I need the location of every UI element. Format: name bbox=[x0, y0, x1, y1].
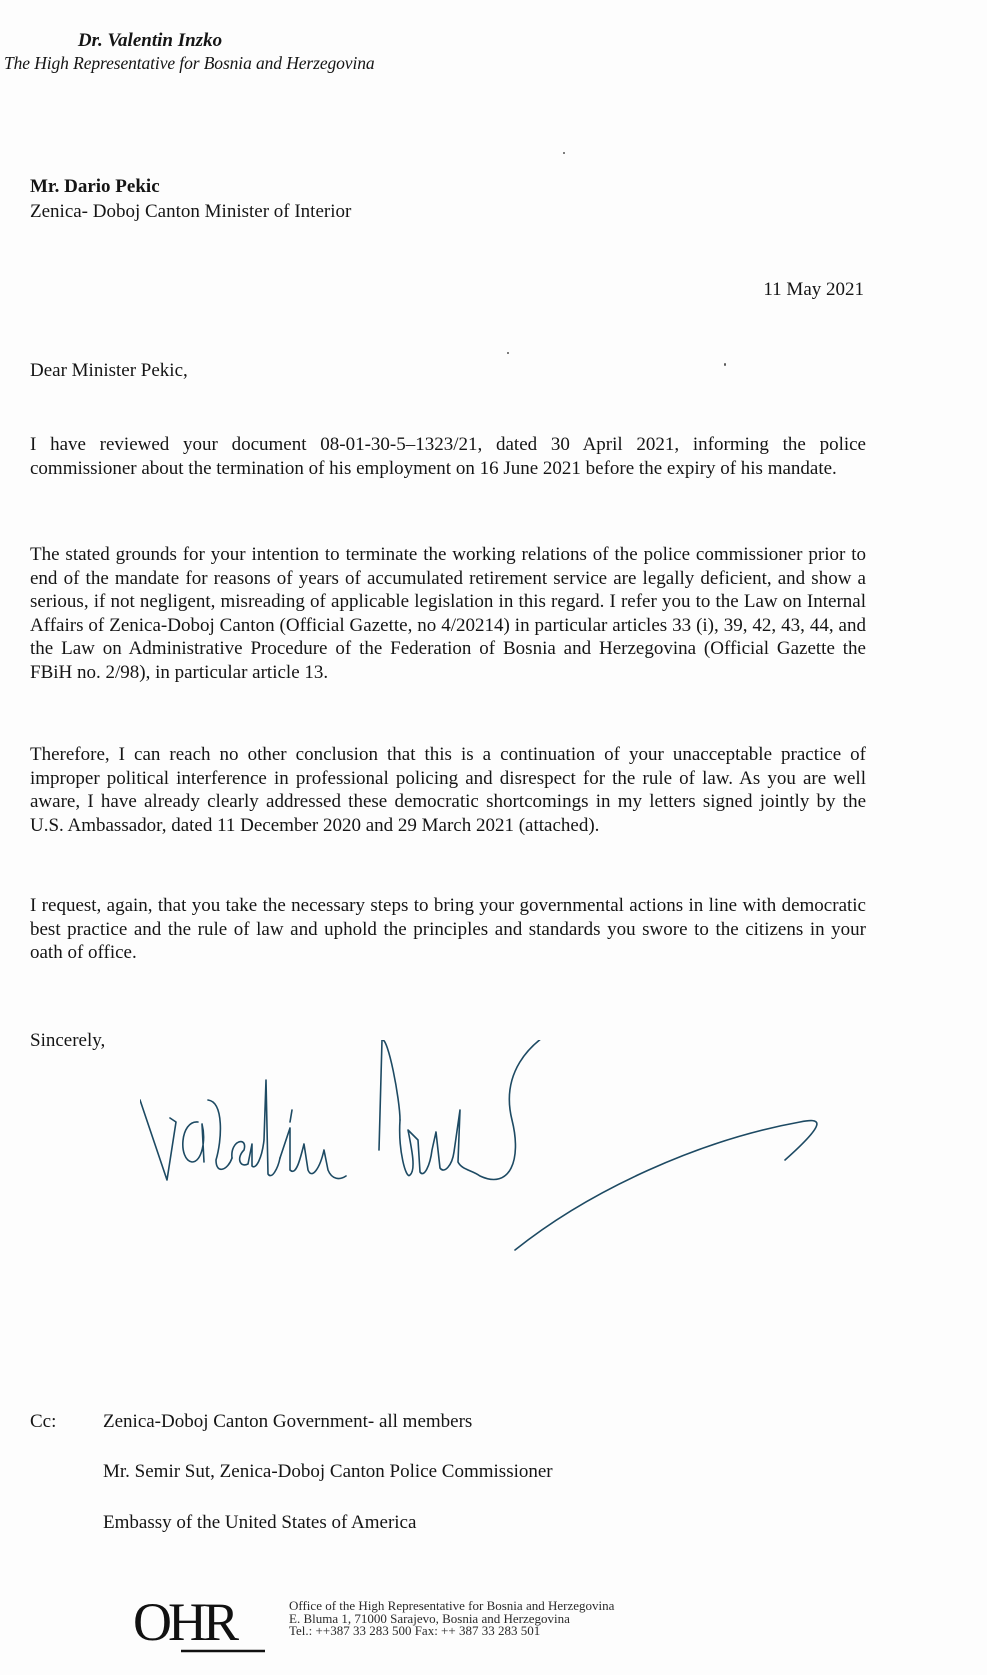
ohr-logo bbox=[133, 1596, 273, 1661]
body-paragraph: I have reviewed your document 08-01-30-5–1323/21, dated 30 April 2021, informing the police commissioner about the termination of his employment on 16 June 2021 before the expiry of his mandate. bbox=[30, 434, 866, 479]
salutation: Dear Minister Pekic, bbox=[30, 360, 188, 381]
letter-date: 11 May 2021 bbox=[763, 279, 864, 300]
footer-street: E. Bluma 1, 71000 Sarajevo, Bosnia and Herzegovina bbox=[289, 1610, 570, 1626]
body-paragraph: Therefore, I can reach no other conclusion that this is a continuation of your unacceptable practice of improper political interference in professional policing and disrespect for the rule of law. As you are well aware, I have already clearly addressed these democratic shortcomings in my letters signed jointly by the U.S. Ambassador, dated 11 December 2020 and 29 March 2021 (attached). bbox=[30, 744, 866, 836]
footer-address bbox=[289, 1600, 614, 1638]
recipient-title: Zenica- Doboj Canton Minister of Interior bbox=[30, 201, 352, 222]
sender-name: Dr. Valentin Inzko bbox=[77, 30, 223, 51]
cc-recipient: Zenica-Doboj Canton Government- all members bbox=[103, 1411, 473, 1432]
body-paragraph: The stated grounds for your intention to terminate the working relations of the police commissioner prior to end of the mandate for reasons of years of accumulated retirement service are legally deficient, and show a serious, if not negligent, misreading of applicable legislation in this regard. I refer you to the Law on Internal Affairs of Zenica-Doboj Canton (Official Gazette, no 4/20214) in particular articles 33 (i), 39, 42, 43, 44, and the Law on Administrative Procedure of the Federation of Bosnia and Herzegovina (Official Gazette the FBiH no. 2/98), in particular article 13. bbox=[30, 544, 866, 683]
body-paragraph: I request, again, that you take the necessary steps to bring your governmental actions in line with democratic best practice and the rule of law and uphold the principles and standards you swore to the citizens in your oath of office. bbox=[30, 895, 866, 964]
sender-title: The High Representative for Bosnia and Herzegovina bbox=[4, 53, 375, 73]
recipient-name: Mr. Dario Pekic bbox=[30, 176, 160, 197]
closing: Sincerely, bbox=[30, 1030, 106, 1051]
cc-label: Cc: bbox=[30, 1411, 57, 1432]
cc-recipient: Embassy of the United States of America bbox=[103, 1512, 417, 1533]
footer-org-name: Office of the High Representative for Bosnia and Herzegovina bbox=[289, 1598, 615, 1613]
signature-icon bbox=[140, 1040, 980, 1305]
ohr-logo-text: OHR bbox=[133, 1596, 236, 1652]
footer-contact: Tel.: ++387 33 283 500 Fax: ++ 387 33 283 501 bbox=[289, 1623, 541, 1638]
cc-recipient: Mr. Semir Sut, Zenica-Doboj Canton Police Commissioner bbox=[103, 1461, 553, 1482]
